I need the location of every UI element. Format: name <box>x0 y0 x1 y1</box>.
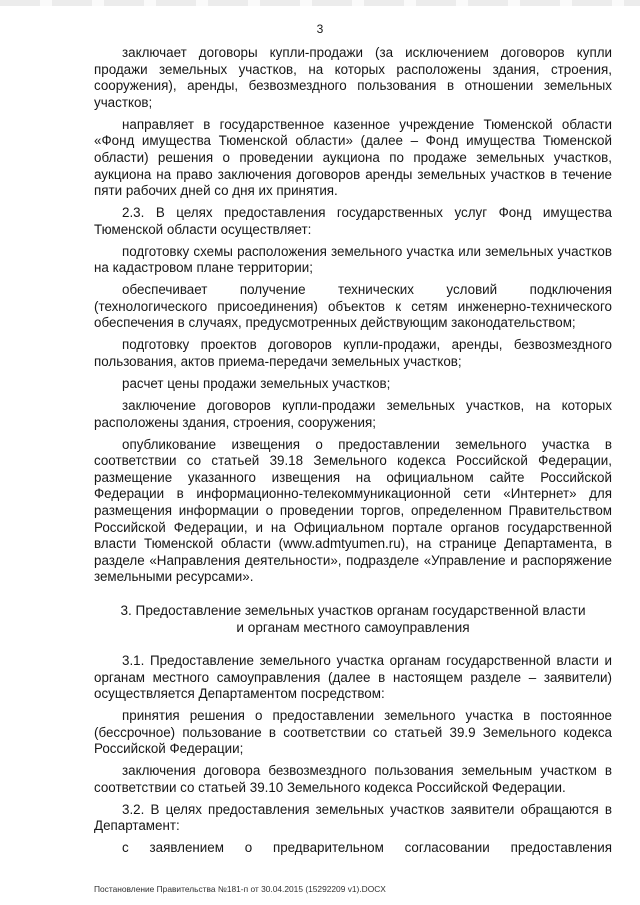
paragraph: подготовку схемы расположения земельного участка или земельных участков на кадастровом плане территории; <box>94 243 612 276</box>
paragraph: 3.1. Предоставление земельного участка органам государственной власти и органам местного самоуправления (далее в настоящем разделе – заявители) осуществляется Департаментом посредством: <box>94 652 612 702</box>
page-number: 3 <box>316 22 324 36</box>
paragraph: обеспечивает получение технических условий подключения (технологического присоединения) объектов к сетям инженерно-технического обеспечения в случаях, предусмотренных действующим законодательством; <box>94 282 612 331</box>
paragraph: расчет цены продажи земельных участков; <box>122 376 391 392</box>
paragraph: заключает договоры купли-продажи (за исключением договоров купли продажи земельных участков, на которых расположены здания, строения, сооружения), аренды, безвозмездного пользования в отношении земельных участков; <box>94 45 612 110</box>
paragraph: принятия решения о предоставлении земельного участка в постоянное (бессрочное) пользование в соответствии со статьей 39.9 Земельного кодекса Российской Федерации; <box>94 708 612 757</box>
paragraph: 2.3. В целях предоставления государственных услуг Фонд имущества Тюменской области осуществляет: <box>94 205 612 237</box>
paragraph: опубликование извещения о предоставлении земельного участка в соответствии со статьей 39.18 Земельного кодекса Российской Федерации, размещение указанного извещения на официальном сайте Российской Федерации в информационно-телекоммуникационной сети «Интернет» для размещения информации о проведении торгов, определенном Правительством Российской Федерации, и на Официальном портале органов государственной власти Тюменской области (www.admtyumen.ru), на странице Департамента, в разделе «Направления деятельности», подразделе «Управление и распоряжение земельными ресурсами». <box>94 436 612 585</box>
paragraph: заключение договоров купли-продажи земельных участков, на которых расположены здания, строения, сооружения; <box>94 398 612 430</box>
paragraph: подготовку проектов договоров купли-продажи, аренды, безвозмездного пользования, актов приема-передачи земельных участков; <box>94 337 612 370</box>
paragraph: направляет в государственное казенное учреждение Тюменской области «Фонд имущества Тюменской области» (далее – Фонд имущества Тюменской области) решения о проведении аукциона по продаже земельных участков, аукциона на право заключения договоров аренды земельных участков в течение пяти рабочих дней со дня их принятия. <box>94 116 612 199</box>
paragraph: 3.2. В целях предоставления земельных участков заявители обращаются в Департамент: <box>94 801 612 834</box>
paragraph: заключения договора безвозмездного пользования земельным участком в соответствии со статьей 39.10 Земельного кодекса Российской Федерации. <box>94 763 612 795</box>
scan-edge-artifact <box>0 0 640 6</box>
document-body <box>94 45 612 862</box>
document-footer: Постановление Правительства №181-п от 30.04.2015 (15292209 v1).DOCX <box>94 884 386 894</box>
section-heading <box>94 602 612 636</box>
section-heading-line1: 3. Предоставление земельных участков органам государственной власти <box>120 602 586 618</box>
paragraph: с заявлением о предварительном согласовании предоставления <box>122 840 612 856</box>
section-heading-line2: и органам местного самоуправления <box>236 619 470 635</box>
